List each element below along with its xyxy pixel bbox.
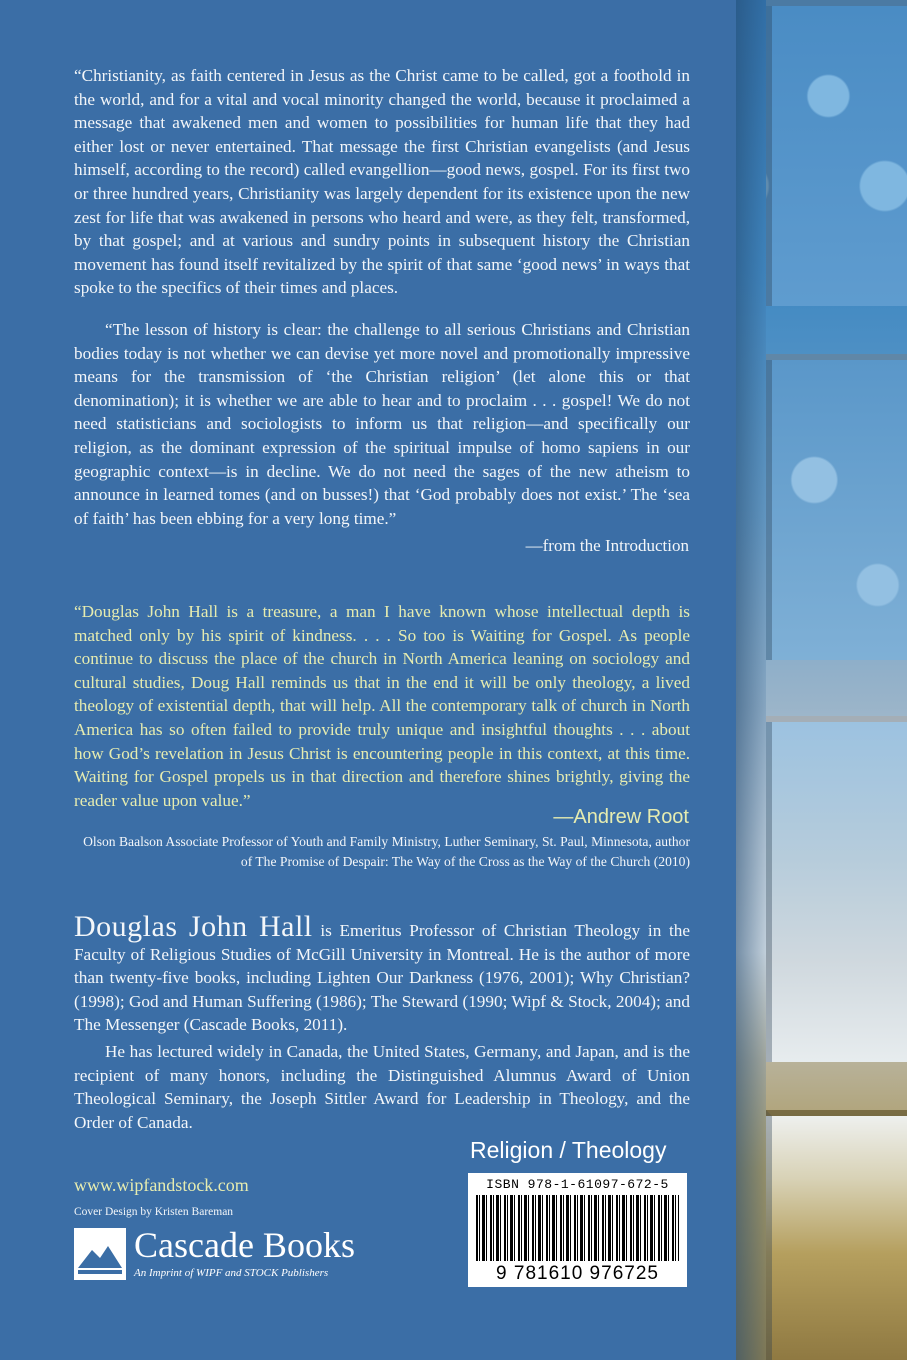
strip-shadow: [736, 0, 766, 1360]
window-pane-top: [766, 0, 907, 306]
category-label: Religion / Theology: [470, 1137, 667, 1163]
window-photo-strip: [736, 0, 907, 1360]
endorsement-quote: “Douglas John Hall is a treasure, a man I have known whose intellectual depth is matched only by his spirit of kindness. . . . So too is Waiting for Gospel. As people continue to discuss the place of the church in North America leaning on sociology and cultural studies, Doug Hall reminds us that in the end it will be only theology, a lived theology of existential depth, that will help. All the contemporary talk of church in North America has so often failed to provide truly unique and insightful thoughts . . . about how God’s revelation in Jesus Christ is encountering people in this context, at this time. Waiting for Gospel propels us in that direction and therefore shines brightly, giving the reader value upon value.”: [74, 602, 690, 810]
intro-paragraph-2: “The lesson of history is clear: the challenge to all serious Christians and Christian bodies today is not whether we can devise yet more novel and promotionally impressive means for the transmission of ‘the Christian religion’ (let alone this or that denomination); it is whether we are able to hear and to proclaim . . . gospel! We do not need statisticians and sociologists to inform us that religion—and specifically our religion, as the dominant expression of the spiritual impulse of homo sapiens in our geographic context—is in decline. We do not need the sages of the new atheism to announce in learned tomes (and on busses!) that ‘God probably does not exist.’ The ‘sea of faith’ has been ebbing for a very long time.”: [74, 320, 690, 528]
window-pane-upper: [766, 354, 907, 660]
intro-paragraph-1: “Christianity, as faith centered in Jesus as the Christ came to be called, got a foothold in the world, and for a vital and vocal minority changed the world, because it proclaimed a message that awakened men and women to possibilities for human life that they had either lost or never entertained. That message the first Christian evangelists (and Jesus himself, according to the record) called evangellion—good news, gospel. For its first two or three hundred years, Christianity was largely dependent for its existence upon the new zest for life that was awakened in persons who heard and were, as they felt, transformed, by that gospel; and at various and sundry points in subsequent history the Christian movement has found itself revitalized by the spirit of that same ‘good news’ in ways that spoke to the specifics of their times and places.: [74, 66, 690, 298]
isbn-label: ISBN 978-1-61097-672-5: [486, 1177, 669, 1192]
publisher-logo: [74, 1225, 394, 1286]
publisher-name: Cascade Books: [134, 1225, 355, 1265]
publisher-website[interactable]: www.wipfandstock.com: [74, 1175, 249, 1195]
endorser-title: Olson Baalson Associate Professor of Youth and Family Ministry, Luther Seminary, St. Paul, Minnesota, author of The Promise of Despair: The Way of the Cross as the Way of the Church (2010): [83, 834, 690, 869]
mountain-logo-icon: [74, 1228, 126, 1280]
barcode-digits: 9 781610 976725: [496, 1263, 659, 1284]
isbn-barcode: [468, 1173, 687, 1287]
author-bio-text: is Emeritus Professor of Christian Theology in the Faculty of Religious Studies of McGill University in Montreal. He is the author of more than twenty-five books, including Lighten Our Darkness (1976, 2001); Why Christian? (1998); God and Human Suffering (1986); The Steward (1990; Wipf & Stock, 2004); and The Messenger (Cascade Books, 2011).: [74, 921, 690, 1035]
cover-design-credit: Cover Design by Kristen Bareman: [74, 1206, 234, 1218]
barcode-bars: [476, 1195, 679, 1261]
window-pane-lower: [766, 716, 907, 1062]
author-bio-paragraph-2: He has lectured widely in Canada, the United States, Germany, and Japan, and is the recipient of many honors, including the Distinguished Alumnus Award of Union Theological Seminary, the Joseph Sittler Award for Leadership in Theology, and the Order of Canada.: [74, 1042, 690, 1132]
publisher-tagline: An Imprint of WIPF and STOCK Publishers: [134, 1267, 329, 1279]
endorser-name: —Andrew Root: [553, 806, 689, 828]
intro-attribution: —from the Introduction: [525, 536, 689, 555]
window-pane-bottom: [766, 1110, 907, 1360]
author-name: Douglas John Hall: [74, 910, 313, 943]
author-bio-paragraph-1: [74, 910, 690, 1037]
